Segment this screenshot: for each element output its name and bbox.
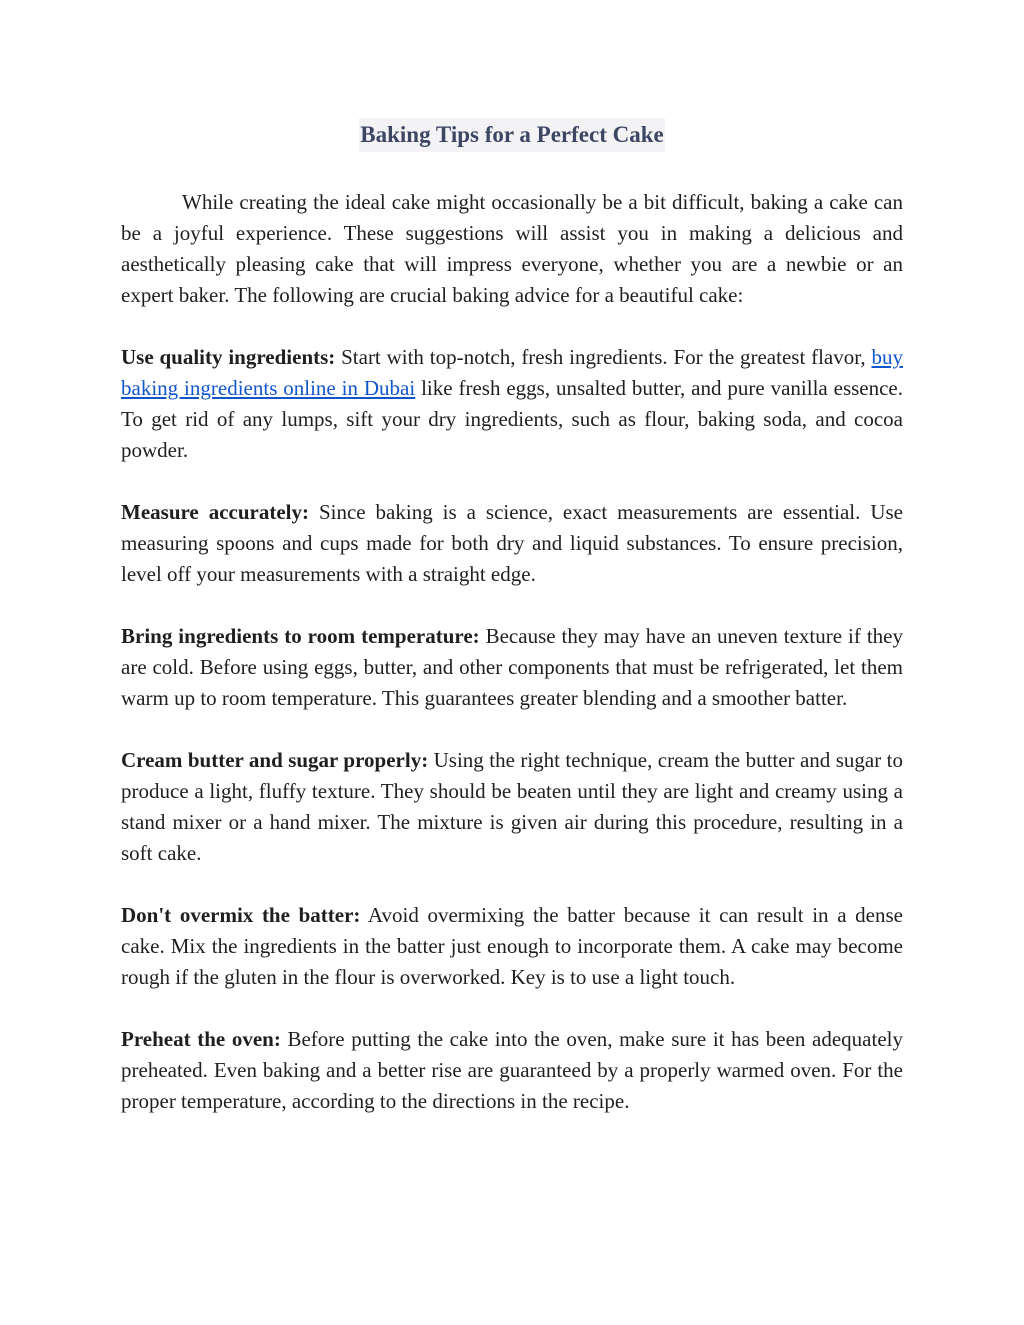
tip-text: Avoid overmixing the batter because it can result in a dense cake. Mix the ingredients in the batter just enough to incorporate them. A cake may become rough if the gluten in the flour is overworked. Key is to use a light touch. (121, 903, 903, 989)
tip-heading: Cream butter and sugar properly: (121, 748, 429, 772)
tip-heading: Preheat the oven: (121, 1027, 281, 1051)
tip-paragraph-room-temperature (121, 621, 903, 714)
tip-text: Using the right technique, cream the butter and sugar to produce a light, fluffy texture. They should be beaten until they are light and creamy using a stand mixer or a hand mixer. The mixture is given air during this procedure, resulting in a soft cake. (121, 748, 903, 865)
tip-heading: Don't overmix the batter: (121, 903, 361, 927)
tip-paragraph-preheat-oven (121, 1024, 903, 1117)
tip-heading: Bring ingredients to room temperature: (121, 624, 480, 648)
document-title: Baking Tips for a Perfect Cake (359, 118, 664, 152)
tip-paragraph-measure-accurately (121, 497, 903, 590)
tip-text: Since baking is a science, exact measurements are essential. Use measuring spoons and cups made for both dry and liquid substances. To ensure precision, level off your measurements with a straight edge. (121, 500, 903, 586)
buy-ingredients-link[interactable]: buy baking ingredients online in Dubai (121, 345, 903, 400)
intro-paragraph: While creating the ideal cake might occasionally be a bit difficult, baking a cake can be a joyful experience. These suggestions will assist you in making a delicious and aesthetically pleasing cake that will impress everyone, whether you are a newbie or an expert baker. The following are crucial baking advice for a beautiful cake: (121, 190, 903, 307)
tip-heading: Use quality ingredients: (121, 345, 336, 369)
tip-text: Start with top-notch, fresh ingredients. For the greatest flavor, (335, 345, 872, 369)
title-container (121, 118, 903, 152)
tip-paragraph-cream-butter (121, 745, 903, 869)
tip-paragraph-dont-overmix (121, 900, 903, 993)
tip-text: Before putting the cake into the oven, make sure it has been adequately preheated. Even baking and a better rise are guaranteed by a properly warmed oven. For the proper temperature, according to the directions in the recipe. (121, 1027, 903, 1113)
tip-paragraph-quality-ingredients (121, 342, 903, 466)
tip-text: Because they may have an uneven texture if they are cold. Before using eggs, butter, and other components that must be refrigerated, let them warm up to room temperature. This guarantees greater blending and a smoother batter. (121, 624, 903, 710)
document-page (121, 118, 903, 1117)
tip-heading: Measure accurately: (121, 500, 309, 524)
tip-text: like fresh eggs, unsalted butter, and pure vanilla essence. To get rid of any lumps, sift your dry ingredients, such as flour, baking soda, and cocoa powder. (121, 376, 903, 462)
